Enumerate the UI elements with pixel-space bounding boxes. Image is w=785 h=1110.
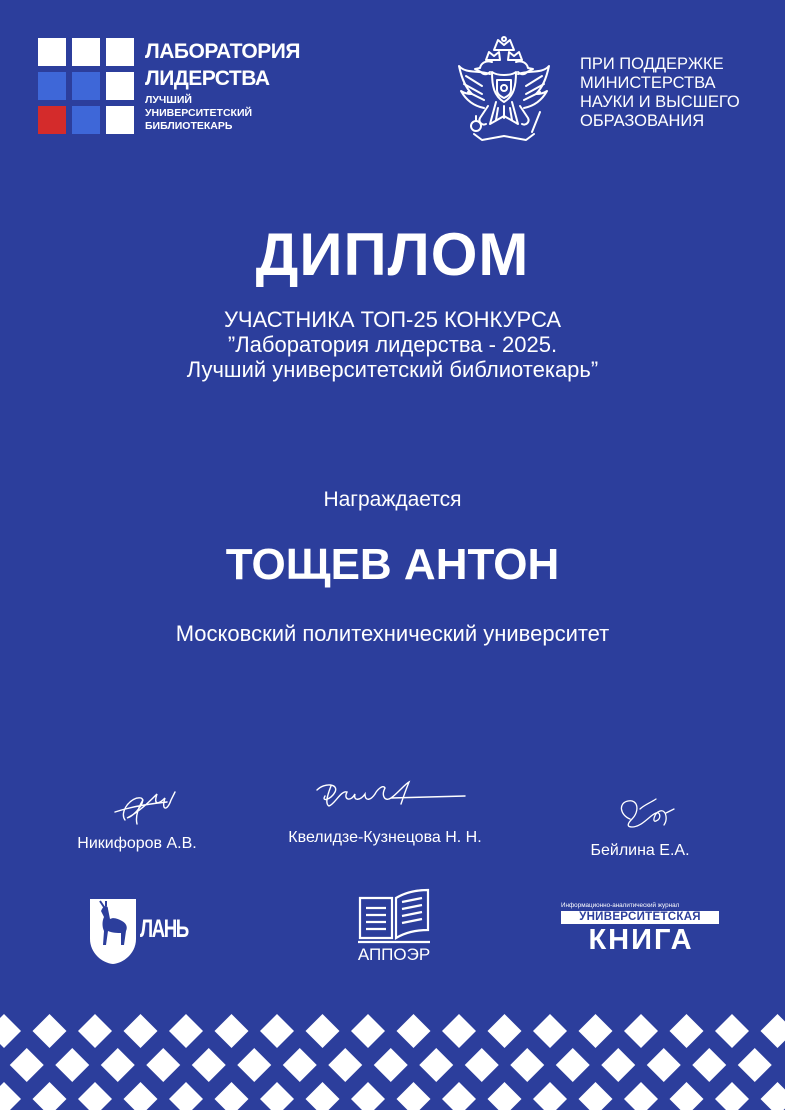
logo-square [72,72,100,100]
logo-subtitle [145,94,252,133]
border-diamond [715,1082,749,1110]
border-diamond [306,1082,340,1110]
recipient-name: ТОЩЕВ АНТОН [225,540,560,589]
border-diamond [169,1082,203,1110]
border-diamond [442,1082,476,1110]
logo-square [72,106,100,134]
border-diamond [533,1082,567,1110]
signatory-name-1: Никифоров А.В. [77,835,197,852]
appoer-label: АППОЭР [357,945,431,964]
logo-title-line1: ЛАБОРАТОРИЯ [145,40,300,63]
border-diamond [374,1048,408,1082]
border-diamond [306,1014,340,1048]
open-book-icon [356,888,432,944]
border-diamond [601,1048,635,1082]
border-diamond [715,1014,749,1048]
border-diamond [124,1082,158,1110]
border-diamond [738,1048,772,1082]
border-diamond [55,1048,89,1082]
border-diamond [10,1048,44,1082]
border-diamond [101,1048,135,1082]
ministry-support-text [580,55,740,131]
border-diamond [260,1082,294,1110]
handwritten-signature-1 [7,782,267,832]
border-diamond [215,1014,249,1048]
border-diamond [761,1014,785,1048]
border-diamond [124,1014,158,1048]
logo-square [38,38,66,66]
appoer-logo [356,888,432,968]
border-diamond [283,1048,317,1082]
recipient-university: Московский политехнический университет [175,621,610,646]
border-diamond [351,1014,385,1048]
border-diamond [237,1048,271,1082]
journal-big-text: КНИГА [588,924,694,956]
logo-sub-line3: БИБЛИОТЕКАРЬ [145,120,233,132]
border-diamond [351,1082,385,1110]
border-diamond [579,1082,613,1110]
support-line1: ПРИ ПОДДЕРЖКЕ [580,55,724,73]
logo-square [106,72,134,100]
border-diamond [579,1014,613,1048]
subtitle-line2: ”Лаборатория лидерства - 2025. [227,332,558,357]
border-diamond [33,1014,67,1048]
logo-square [72,38,100,66]
logo-square [38,106,66,134]
deer-shield-icon [88,897,138,965]
border-diamond [192,1048,226,1082]
border-diamond [556,1048,590,1082]
support-line3: НАУКИ И ВЫСШЕГО [580,93,740,111]
border-diamond [488,1082,522,1110]
border-diamond [397,1014,431,1048]
subtitle-line1: УЧАСТНИКА ТОП-25 КОНКУРСА [223,307,562,332]
border-diamond [0,1014,21,1048]
logo-sub-line2: УНИВЕРСИТЕТСКИЙ [145,107,253,119]
border-diamond [78,1082,112,1110]
lan-publisher-logo [88,897,198,967]
border-diamond [465,1048,499,1082]
subtitle-line3: Лучший университетский библиотекарь” [186,357,599,382]
border-diamond [624,1014,658,1048]
border-diamond [169,1014,203,1048]
logo-title [145,38,300,92]
border-diamond [260,1014,294,1048]
laboratory-leadership-logo [38,38,308,138]
border-diamond [146,1048,180,1082]
diploma-title: ДИПЛОМ [255,221,530,288]
diploma-subtitle [0,307,785,382]
border-diamond [328,1048,362,1082]
border-diamond [670,1082,704,1110]
border-diamond [442,1014,476,1048]
support-line2: МИНИСТЕРСТВА [580,74,716,92]
border-diamond [533,1014,567,1048]
journal-small-text: Информационно-аналитический журнал [561,902,680,909]
logo-grid-icon [38,38,134,134]
handwritten-signature-2 [255,776,515,826]
border-diamond [692,1048,726,1082]
signatory-name-3: Бейлина Е.А. [590,842,690,859]
logo-title-line2: ЛИДЕРСТВА [145,67,270,90]
border-diamond [647,1048,681,1082]
signatory-name-2: Квелидзе-Кузнецова Н. Н. [288,829,482,846]
border-diamond [397,1082,431,1110]
border-diamond [624,1082,658,1110]
university-book-journal-logo [561,902,721,958]
border-diamond [0,1082,21,1110]
signature-block-1 [7,782,267,872]
border-diamond [488,1014,522,1048]
border-diamond [33,1082,67,1110]
border-diamond [670,1014,704,1048]
border-diamond [510,1048,544,1082]
border-diamond [78,1014,112,1048]
journal-bar-text: УНИВЕРСИТЕТСКАЯ [561,911,719,924]
double-headed-eagle-emblem-icon [456,36,552,144]
border-diamond [419,1048,453,1082]
signature-block-3 [510,789,770,879]
lan-label: ЛАНЬ [140,915,188,943]
logo-square [38,72,66,100]
border-diamond [761,1082,785,1110]
logo-sub-line1: ЛУЧШИЙ [145,94,192,106]
border-diamond [215,1082,249,1110]
support-line4: ОБРАЗОВАНИЯ [580,112,705,130]
diamond-pattern-border [0,1008,785,1110]
awarded-label: Награждается [323,488,462,511]
logo-square [106,38,134,66]
logo-square [106,106,134,134]
handwritten-signature-3 [510,789,770,839]
signature-block-2 [255,776,515,866]
